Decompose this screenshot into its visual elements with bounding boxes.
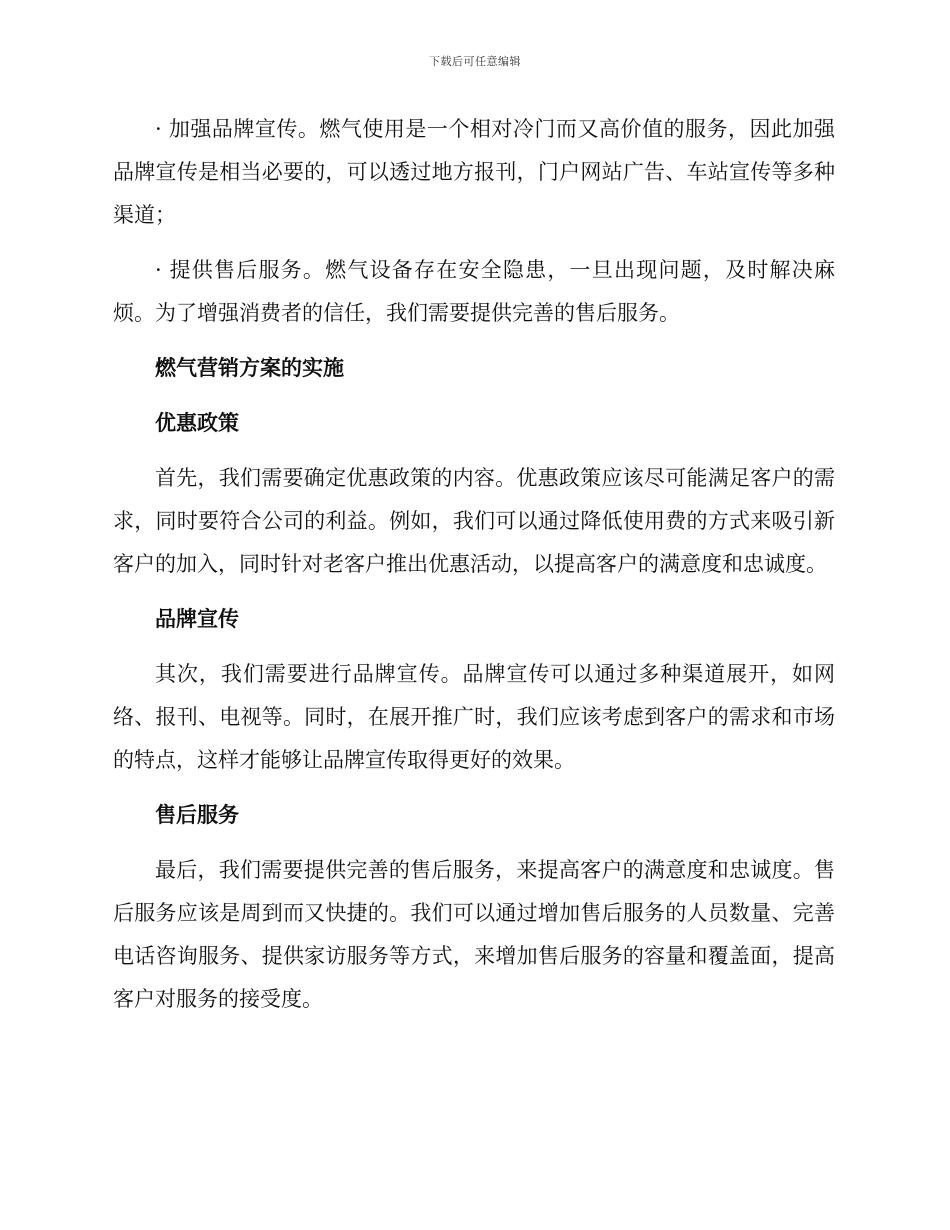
paragraph-discount-policy: 首先，我们需要确定优惠政策的内容。优惠政策应该尽可能满足客户的需求，同时要符合公司的利益。例如，我们可以通过降低使用费的方式来吸引新客户的加入，同时针对老客户推出优惠活动，以提高客户的满意度和忠诚度。: [113, 466, 835, 576]
paragraph-after-sales-bullet: · 提供售后服务。燃气设备存在安全隐患，一旦出现问题，及时解决麻烦。为了增强消费者的信任，我们需要提供完善的售后服务。: [113, 258, 835, 325]
paragraph-brand-promotion: 其次，我们需要进行品牌宣传。品牌宣传可以通过多种渠道展开，如网络、报刊、电视等。同时，在展开推广时，我们应该考虑到客户的需求和市场的特点，这样才能够让品牌宣传取得更好的效果。: [113, 662, 835, 772]
paragraph-brand-promotion-bullet: · 加强品牌宣传。燃气使用是一个相对冷门而又高价值的服务，因此加强品牌宣传是相当必要的，可以透过地方报刊，门户网站广告、车站宣传等多种渠道；: [113, 117, 835, 227]
subheading-after-sales: 售后服务: [155, 803, 239, 827]
subheading-brand-promotion: 品牌宣传: [155, 607, 239, 631]
subheading-discount-policy: 优惠政策: [155, 411, 239, 435]
paragraph-after-sales: 最后，我们需要提供完善的售后服务，来提高客户的满意度和忠诚度。售后服务应该是周到而又快捷的。我们可以通过增加售后服务的人员数量、完善电话咨询服务、提供家访服务等方式，来增加售后服务的容量和覆盖面，提高客户对服务的接受度。: [113, 858, 835, 1011]
document-body: [113, 108, 835, 1033]
section-heading-implementation: 燃气营销方案的实施: [155, 356, 344, 380]
page-header: 下载后可任意编辑: [429, 55, 521, 68]
